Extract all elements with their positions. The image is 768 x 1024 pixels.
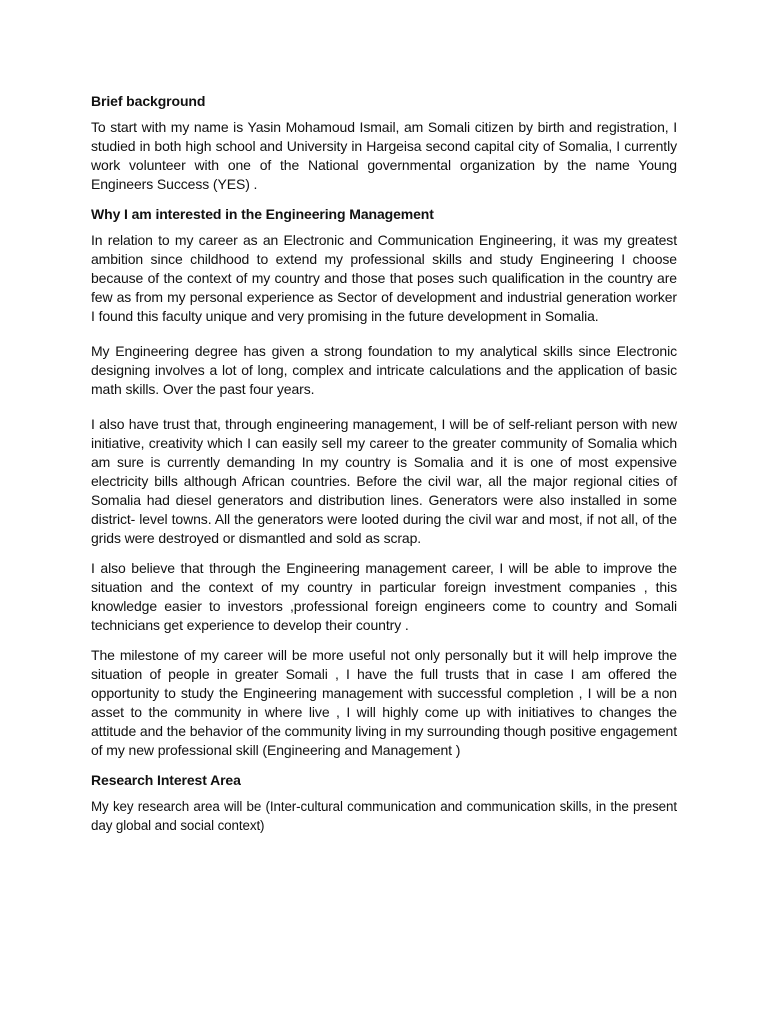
document-page bbox=[91, 92, 677, 846]
heading-brief-background: Brief background bbox=[91, 93, 206, 109]
paragraph-research-area: My key research area will be (Inter-cultural communication and communication skills, in the present day global and social context) bbox=[91, 799, 677, 833]
heading-research-interest: Research Interest Area bbox=[91, 772, 241, 788]
paragraph-career-ambition: In relation to my career as an Electronic and Communication Engineering, it was my greatest ambition since childhood to extend my professional skills and study Engineering I choose because of the context of my country and those that poses such qualification in the country are few as from my personal experience as Sector of development and industrial generation worker I found this faculty unique and very promising in the future development in Somalia. bbox=[91, 232, 677, 324]
paragraph-self-reliant: I also have trust that, through engineering management, I will be of self-reliant person with new initiative, creativity which I can easily sell my career to the greater community of Somalia which am sure is currently demanding In my country is Somalia and it is one of most expensive electricity bills although African countries. Before the civil war, all the major regional cities of Somalia had diesel generators and distribution lines. Generators were also installed in some district- level towns. All the generators were looted during the civil war and most, if not all, of the grids were destroyed or dismantled and sold as scrap. bbox=[91, 416, 677, 546]
heading-why-interested: Why I am interested in the Engineering Management bbox=[91, 206, 434, 222]
paragraph-brief-background: To start with my name is Yasin Mohamoud Ismail, am Somali citizen by birth and registration, I studied in both high school and University in Hargeisa second capital city of Somalia, I currently work volunteer with one of the National governmental organization by the name Young Engineers Success (YES) . bbox=[91, 119, 677, 192]
paragraph-career-milestone: The milestone of my career will be more useful not only personally but it will help improve the situation of people in greater Somali , I have the full trusts that in case I am offered the opportunity to study the Engineering management with successful completion , I will be a non asset to the community in where live , I will highly come up with initiatives to changes the attitude and the behavior of the community living in my surrounding though positive engagement of my new professional skill (Engineering and Management ) bbox=[91, 647, 677, 758]
paragraph-engineering-degree: My Engineering degree has given a strong foundation to my analytical skills since Electronic designing involves a lot of long, complex and intricate calculations and the application of basic math skills. Over the past four years. bbox=[91, 343, 677, 397]
paragraph-improve-situation: I also believe that through the Engineering management career, I will be able to improve the situation and the context of my country in particular foreign investment companies , this knowledge easier to investors ,professional foreign engineers come to country and Somali technicians get experience to develop their country . bbox=[91, 560, 677, 633]
